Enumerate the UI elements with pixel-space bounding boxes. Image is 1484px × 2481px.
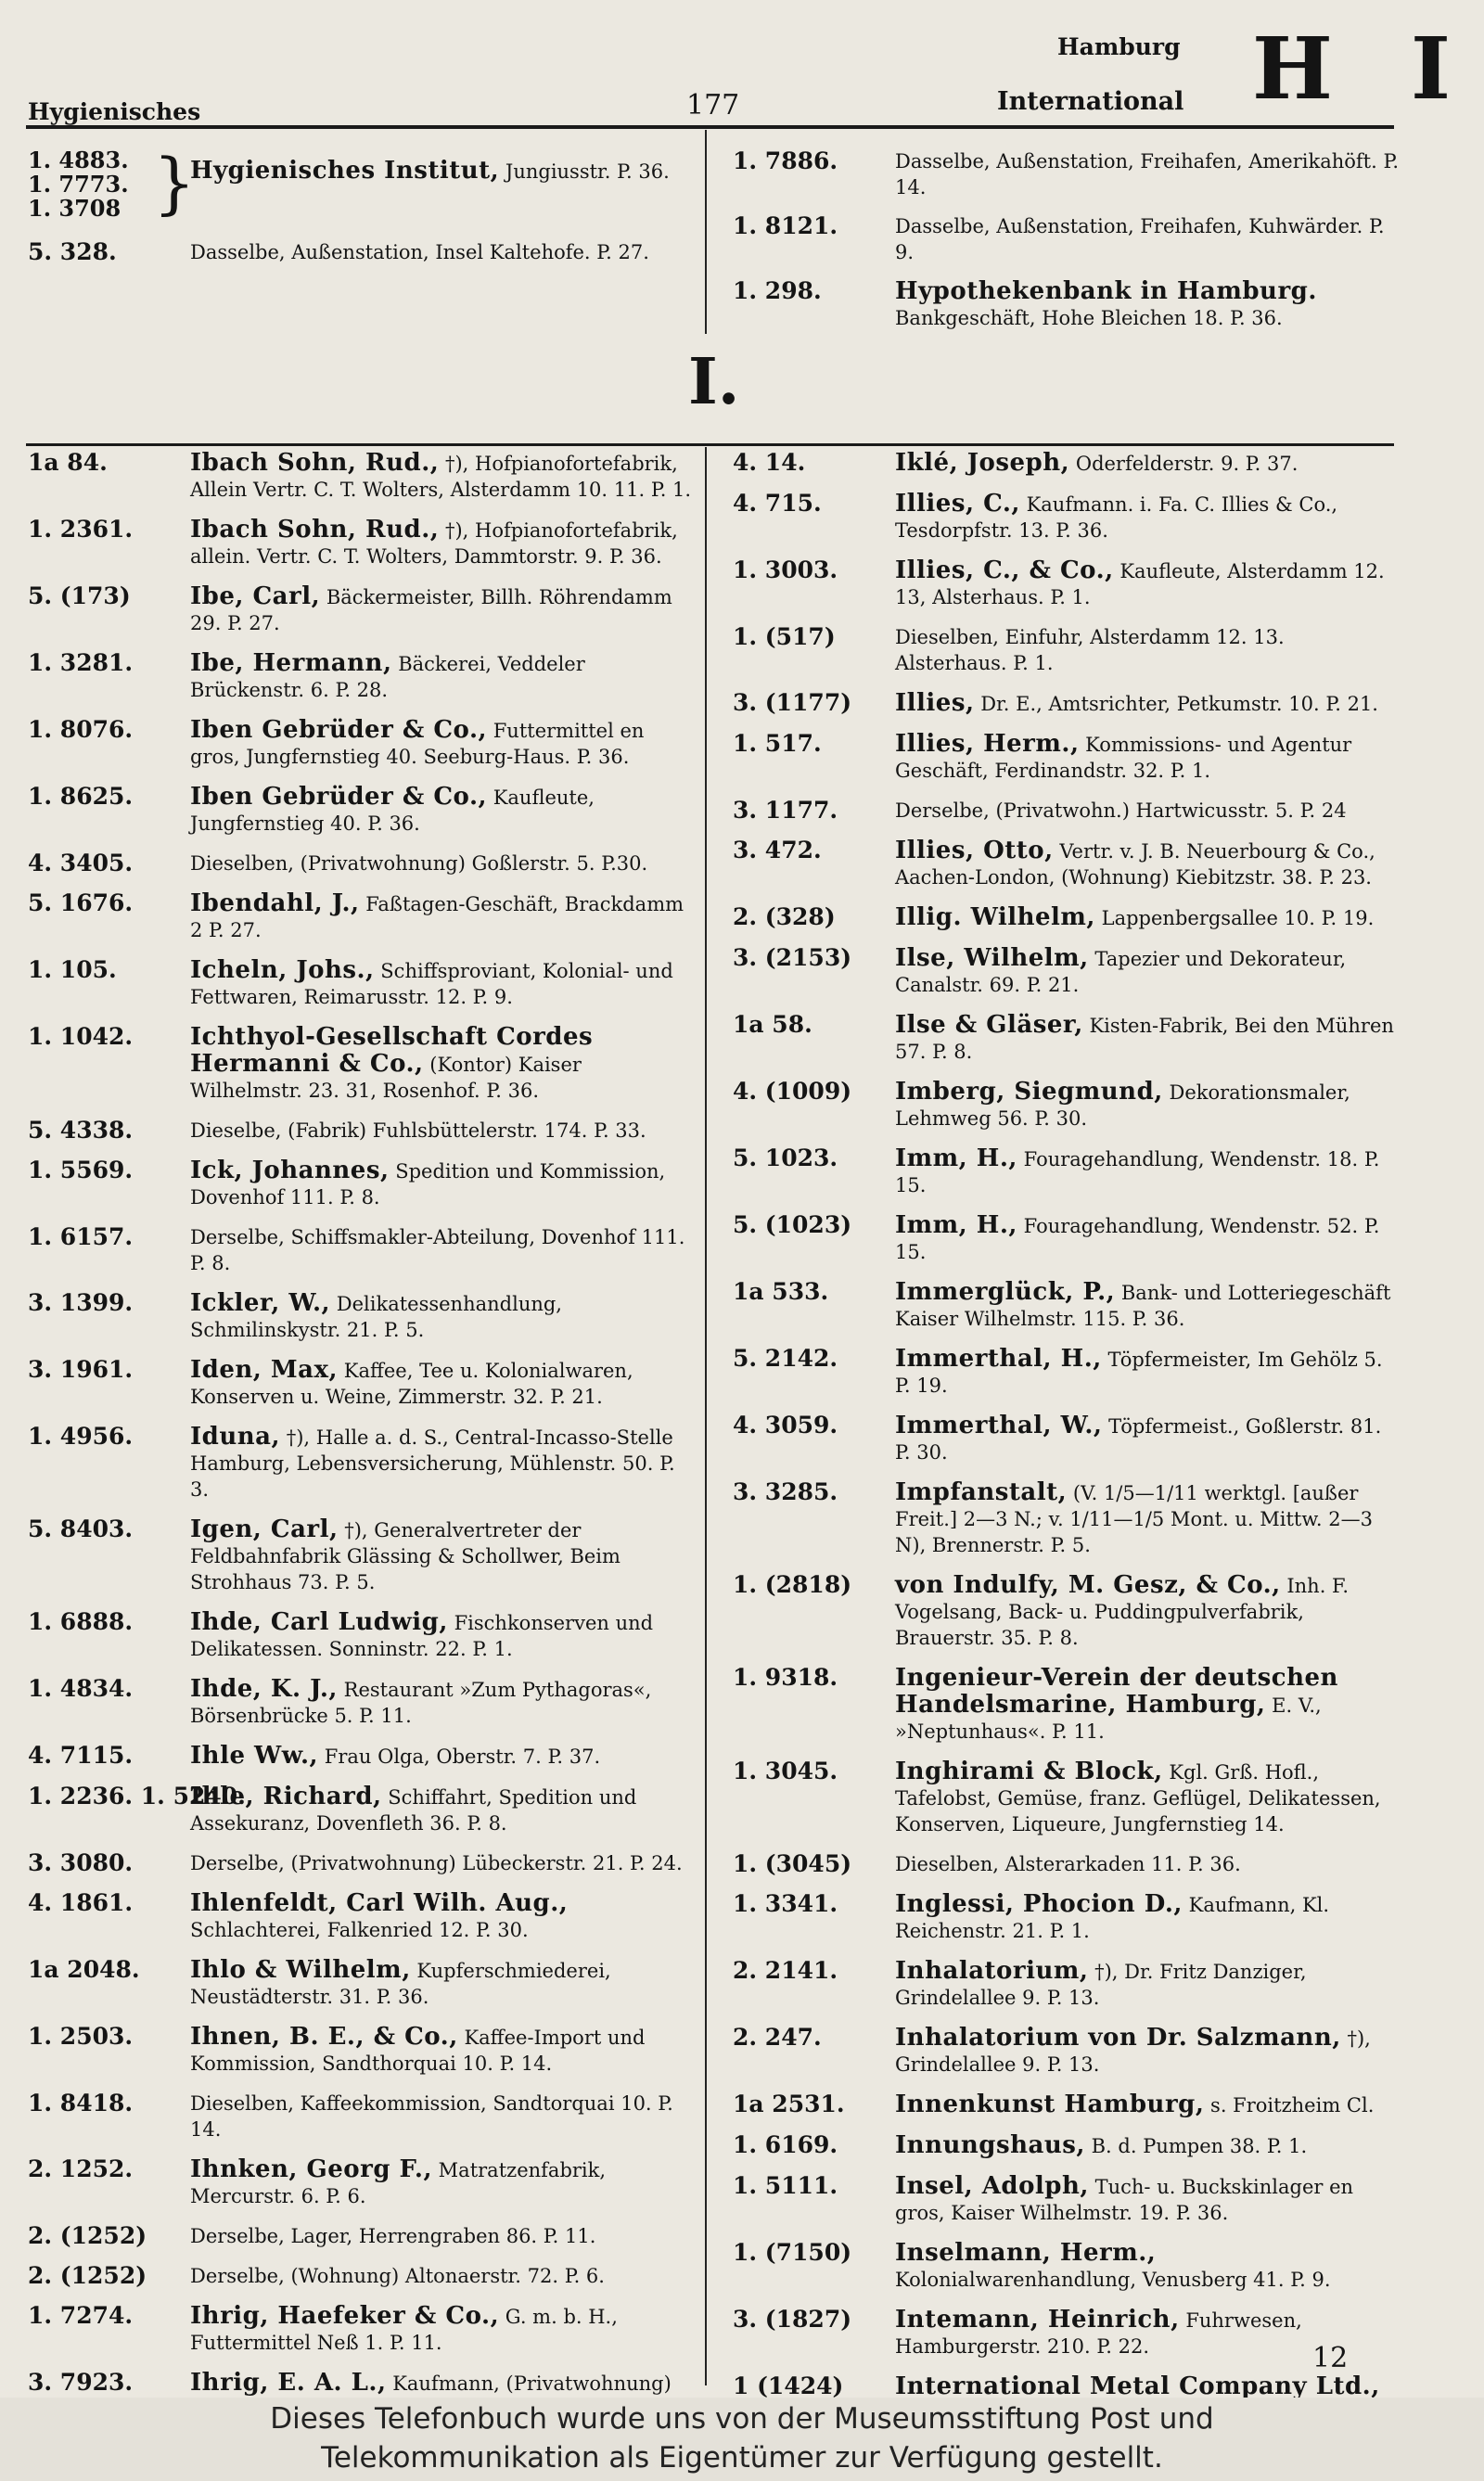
entry-detail: B. d. Pumpen 38. P. 1. — [1084, 2135, 1308, 2157]
entry-name: Ihle Ww., — [190, 1742, 319, 1770]
entry-number: 3. 1399. — [28, 1289, 134, 1316]
entry-detail: Spedition und Kommission, Dovenhof 111. P. 8. — [190, 1160, 666, 1209]
directory-entry — [28, 2370, 696, 2398]
entry-name: Ihrig, E. A. L., — [190, 2369, 387, 2397]
directory-entry — [733, 1279, 1401, 1332]
footer-line-1: Dieses Telefonbuch wurde uns von der Museumsstiftung Post und — [270, 2402, 1214, 2436]
entry-detail: †), Halle a. d. S., Central-Incasso-Stelle Hamburg, Lebensversicherung, Mühlenstr. 50. P. 3. — [190, 1426, 675, 1501]
entry-name: Ihrig, Haefeker & Co., — [190, 2302, 500, 2330]
entry-detail: †), Dr. Fritz Danziger, Grindelallee 9. P. 13. — [895, 1961, 1307, 2009]
entry-name: Ilse & Gläser, — [895, 1011, 1083, 1039]
entry-number: 4. 3059. — [733, 1412, 838, 1439]
directory-entry — [28, 2303, 696, 2356]
entry-name: Intemann, Heinrich, — [895, 2306, 1180, 2334]
header-left-title: Hygienisches — [28, 98, 201, 125]
entry-name: Ilse, Wilhelm, — [895, 944, 1089, 972]
entry-number: 5. 1023. — [733, 1145, 838, 1171]
entry-name: Iden, Max, — [190, 1356, 339, 1384]
directory-entry — [733, 1665, 1401, 1745]
entry-detail: Bäckerei, Veddeler Brückenstr. 6. P. 28. — [190, 653, 585, 701]
directory-entry — [28, 2024, 696, 2077]
entry-number: 5. 1676. — [28, 889, 134, 916]
directory-entry — [733, 1145, 1401, 1198]
directory-entry — [733, 1212, 1401, 1265]
entry-name: Insel, Adolph, — [895, 2172, 1089, 2200]
entry-number: 3. 3285. — [733, 1478, 838, 1505]
entry-name: Ihlo & Wilhelm, — [190, 1956, 411, 1984]
entry-number: 4. 7115. — [28, 1742, 134, 1769]
entry-detail: Dieselben, Kaffeekommission, Sandtorquai 10. P. 14. — [190, 2092, 673, 2141]
entry-name: Illies, — [895, 689, 975, 717]
entry-number: 1. 8121. — [733, 212, 838, 239]
entry-number: 4. 1861. — [28, 1889, 134, 1916]
brace-glyph: } — [153, 144, 196, 222]
directory-entry — [733, 2173, 1401, 2226]
directory-entry — [733, 731, 1401, 784]
directory-entry — [28, 1357, 696, 1410]
entry-detail: E. V., »Neptunhaus«. P. 11. — [895, 1694, 1322, 1743]
entry-number: 1. (2818) — [733, 1571, 852, 1598]
entry-number: 2. 2141. — [733, 1957, 838, 1984]
bottom-page-number: 12 — [1312, 2342, 1349, 2374]
entry-number: 1. 2236. 1. 5240. — [28, 1783, 246, 1810]
entry-number: 3. 472. — [733, 837, 822, 863]
entry-name: Ichthyol-Gesellschaft Cordes Hermanni & Co., — [190, 1023, 594, 1078]
entry-number: 1. (7150) — [733, 2239, 852, 2266]
entry-name: International Metal Company Ltd., — [895, 2372, 1380, 2398]
entry-name: Innungshaus, — [895, 2131, 1085, 2159]
directory-entry — [28, 1024, 696, 1104]
directory-entry — [28, 1290, 696, 1343]
entry-number: 5. 8403. — [28, 1515, 134, 1542]
entry-number: 1. 8625. — [28, 783, 134, 810]
entry-detail: Derselbe, (Privatwohnung) Lübeckerstr. 21. P. 24. — [190, 1852, 683, 1874]
directory-entry — [733, 2091, 1401, 2118]
directory-entry — [733, 1851, 1401, 1877]
entry-number: 1 (1424) — [733, 2372, 844, 2398]
entry-detail: (V. 1/5—1/11 werktgl. [außer Freit.] 2—3 N.; v. 1/11—1/5 Mont. u. Mittw. 2—3 N), Brennerstr. P. 5. — [895, 1482, 1373, 1556]
entry-number: 1. 105. — [28, 956, 117, 983]
directory-entry — [28, 850, 696, 876]
entry-name: Ihnken, Georg F., — [190, 2155, 432, 2183]
directory-entry — [733, 904, 1401, 931]
entry-number: 1. 7773. — [28, 171, 129, 198]
section-letter: I. — [688, 345, 740, 419]
column-divider-main — [705, 447, 707, 2385]
entry-name: Ihde, K. J., — [190, 1675, 338, 1703]
entry-name: Ick, Johannes, — [190, 1157, 390, 1184]
entry-number: 1. 4956. — [28, 1423, 134, 1450]
column-divider-top — [705, 130, 707, 334]
directory-entry — [733, 450, 1401, 477]
entry-name: Imm, H., — [895, 1211, 1017, 1239]
entry-number: 2. (328) — [733, 903, 836, 930]
entry-detail: Derselbe, (Wohnung) Altonaerstr. 72. P. 6. — [190, 2265, 605, 2287]
entry-number: 1. 3045. — [733, 1758, 838, 1784]
entry-number: 1. 5569. — [28, 1157, 134, 1183]
directory-entry — [733, 557, 1401, 610]
entry-name: Ibe, Hermann, — [190, 649, 392, 677]
entry-number: 5. 2142. — [733, 1345, 838, 1372]
entry-number: 1. 7274. — [28, 2302, 134, 2329]
entry-detail: Derselbe, Lager, Herrengraben 86. P. 11. — [190, 2225, 596, 2247]
entry-name: Immerthal, H., — [895, 1345, 1102, 1373]
entry-number: 4. (1009) — [733, 1078, 852, 1105]
directory-entry — [28, 1890, 696, 1943]
directory-entry — [733, 1479, 1401, 1558]
entry-name: von Indulfy, M. Gesz, & Co., — [895, 1571, 1281, 1599]
entry-name: Iben Gebrüder & Co., — [190, 716, 488, 744]
entry-detail: Bankgeschäft, Hohe Bleichen 18. P. 36. — [895, 307, 1283, 329]
directory-entry — [733, 624, 1401, 676]
entry-detail: Dasselbe, Außenstation, Freihafen, Amerikahöft. P. 14. — [895, 150, 1400, 198]
entry-detail: †), Hofpianofortefabrik, Allein Vertr. C. T. Wolters, Alsterdamm 10. 11. P. 1. — [190, 453, 692, 501]
entry-detail: Kolonialwarenhandlung, Venusberg 41. P. 9. — [895, 2269, 1331, 2291]
directory-entry — [733, 2307, 1401, 2360]
directory-entry — [28, 1118, 696, 1144]
entry-detail: Faßtagen-Geschäft, Brackdamm 2 P. 27. — [190, 893, 684, 941]
entry-name: Innenkunst Hamburg, — [895, 2091, 1205, 2118]
entry-detail: †), Generalvertreter der Feldbahnfabrik Glässing & Schollwer, Beim Strohhaus 73. P. 5. — [190, 1519, 620, 1593]
directory-entry — [28, 784, 696, 837]
top-left-column — [28, 144, 696, 278]
entry-detail: s. Froitzheim Cl. — [1204, 2094, 1375, 2117]
directory-entry — [733, 213, 1401, 265]
entry-name: Ickler, W., — [190, 1289, 331, 1317]
header-index-letters: H I — [1252, 19, 1475, 119]
entry-detail: Kommissions- und Agentur Geschäft, Ferdinandstr. 32. P. 1. — [895, 734, 1352, 782]
entry-number: 1. 3003. — [733, 556, 838, 583]
entry-name: Illies, Herm., — [895, 730, 1080, 758]
entry-name: Immerglück, P., — [895, 1278, 1116, 1306]
directory-entry — [28, 1157, 696, 1210]
entry-name: Hypothekenbank in Hamburg. — [895, 277, 1317, 305]
entry-number: 1. 4883. — [28, 147, 129, 173]
entry-number: 1. 2503. — [28, 2023, 134, 2050]
directory-entry — [28, 890, 696, 943]
entry-number: 1. 3281. — [28, 649, 134, 676]
entry-detail: G. m. b. H., Futtermittel Neß 1. P. 11. — [190, 2306, 618, 2354]
entry-number: 1. (3045) — [733, 1850, 852, 1877]
entry-name: Imberg, Siegmund, — [895, 1078, 1163, 1106]
entry-detail: Dieselben, Alsterarkaden 11. P. 36. — [895, 1853, 1241, 1875]
entry-number: 4. 14. — [733, 449, 806, 476]
directory-entry — [733, 1572, 1401, 1651]
entry-number: 1. 6169. — [733, 2131, 838, 2158]
entry-detail: Kaufmann, (Privatwohnung) — [392, 2372, 672, 2395]
directory-entry — [733, 2025, 1401, 2078]
right-column — [733, 450, 1401, 2398]
entry-detail: Töpfermeist., Goßlerstr. 81. P. 30. — [895, 1415, 1382, 1464]
footer-line-2: Telekommunikation als Eigentümer zur Verfügung gestellt. — [321, 2441, 1163, 2475]
header-rule — [26, 125, 1394, 129]
entry-detail: (Kontor) Kaiser Wilhelmstr. 23. 31, Rosenhof. P. 36. — [190, 1054, 582, 1102]
directory-entry — [28, 1224, 696, 1276]
entry-name: Illig. Wilhelm, — [895, 903, 1095, 931]
entry-number: 4. 715. — [733, 490, 822, 517]
entry-name: Inhalatorium von Dr. Salzmann, — [895, 2024, 1341, 2052]
entry-name: Impfanstalt, — [895, 1478, 1068, 1506]
entry-detail: Kisten-Fabrik, Bei den Mühren 57. P. 8. — [895, 1015, 1394, 1063]
directory-entry — [733, 798, 1401, 824]
entry-detail: Fuhrwesen, Hamburgerstr. 210. P. 22. — [895, 2309, 1302, 2358]
entry-detail: Dieselbe, (Fabrik) Fuhlsbüttelerstr. 174. P. 33. — [190, 1119, 646, 1142]
entry-detail: †), Hofpianofortefabrik, allein. Vertr. C. T. Wolters, Dammtorstr. 9. P. 36. — [190, 519, 678, 568]
entry-name: Inselmann, Herm., — [895, 2239, 1157, 2267]
entry-number: 1. 8418. — [28, 2090, 134, 2117]
entry-name: Illies, C., & Co., — [895, 556, 1114, 584]
entry-number: 1. 5111. — [733, 2172, 838, 2199]
entry-name: Iduna, — [190, 1423, 281, 1451]
bracket-entry — [28, 144, 696, 228]
directory-entry — [28, 2223, 696, 2249]
entry-detail: Oderfelderstr. 9. P. 37. — [1069, 453, 1298, 475]
directory-entry — [28, 717, 696, 770]
entry-detail: Tuch- u. Buckskinlager en gros, Kaiser Wilhelmstr. 19. P. 36. — [895, 2176, 1354, 2224]
entry-number: 5. 4338. — [28, 1117, 134, 1144]
directory-entry — [733, 1346, 1401, 1399]
entry-detail: Kaufleute, Jungfernstieg 40. P. 36. — [190, 787, 595, 835]
entry-number: 1. 1042. — [28, 1023, 134, 1050]
directory-entry — [28, 1957, 696, 2010]
entry-number: 3. 1177. — [733, 797, 838, 824]
entry-detail: Dekorationsmaler, Lehmweg 56. P. 30. — [895, 1081, 1350, 1130]
entry-detail: Vertr. v. J. B. Neuerbourg & Co., Aachen-London, (Wohnung) Kiebitzstr. 38. P. 23. — [895, 840, 1375, 889]
entry-detail: Derselbe, Schiffsmakler-Abteilung, Dovenhof 111. P. 8. — [190, 1226, 685, 1274]
entry-detail: Kaffee-Import und Kommission, Sandthorquai 10. P. 14. — [190, 2027, 646, 2075]
top-right-column — [733, 148, 1401, 344]
entry-number: 1. 2361. — [28, 516, 134, 543]
directory-entry — [733, 838, 1401, 890]
entry-number: 5. (173) — [28, 582, 131, 609]
directory-entry — [733, 2240, 1401, 2293]
entry-name: Icheln, Johs., — [190, 956, 375, 984]
entry-name: Igen, Carl, — [190, 1515, 339, 1543]
entry-number: 1a 84. — [28, 449, 108, 476]
entry-detail: Dr. E., Amtsrichter, Petkumstr. 10. P. 21. — [974, 693, 1378, 715]
entry-name: Imm, H., — [895, 1145, 1017, 1172]
entry-detail: Bäckermeister, Billh. Röhrendamm 29. P. 27. — [190, 586, 672, 634]
directory-entry — [28, 450, 696, 503]
entry-detail: Fouragehandlung, Wendenstr. 52. P. 15. — [895, 1215, 1380, 1263]
entry-number: 2. (1252) — [28, 2262, 147, 2289]
entry-number: 3. (1827) — [733, 2306, 852, 2333]
entry-detail: Schlachterei, Falkenried 12. P. 30. — [190, 1919, 529, 1941]
directory-entry — [28, 2156, 696, 2209]
entry-number: 5. 328. — [28, 238, 117, 265]
directory-entry — [733, 1012, 1401, 1065]
entry-name: Immerthal, W., — [895, 1412, 1103, 1439]
entry-number: 1. 517. — [733, 730, 822, 757]
entry-detail: Schiffsproviant, Kolonial- und Fettwaren, Reimarusstr. 12. P. 9. — [190, 960, 673, 1008]
entry-number: 2. (1252) — [28, 2222, 147, 2249]
entry-detail: Fouragehandlung, Wendenstr. 18. P. 15. — [895, 1148, 1380, 1196]
entry-number: 1. 3341. — [733, 1890, 838, 1917]
directory-entry — [733, 1958, 1401, 2011]
entry-detail: Tapezier und Dekorateur, Canalstr. 69. P. 21. — [895, 948, 1347, 996]
entry-detail: Kaufmann. i. Fa. C. Illies & Co., Tesdorpfstr. 13. P. 36. — [895, 493, 1338, 542]
entry-name: Illies, C., — [895, 490, 1020, 518]
entry-number: 1a 58. — [733, 1011, 812, 1038]
entry-detail: Schiffahrt, Spedition und Assekuranz, Dovenfleth 36. P. 8. — [190, 1786, 637, 1835]
entry-detail: Futtermittel en gros, Jungfernstieg 40. Seeburg-Haus. P. 36. — [190, 720, 645, 768]
entry-number: 3. (2153) — [733, 944, 852, 971]
directory-entry — [733, 1758, 1401, 1837]
entry-number: 1. 3708 — [28, 195, 122, 222]
directory-entry — [733, 491, 1401, 544]
entry-number: 1. 8076. — [28, 716, 134, 743]
entry-detail: Dasselbe, Außenstation, Insel Kaltehofe. P. 27. — [190, 241, 649, 263]
directory-entry — [28, 1850, 696, 1876]
entry-numbers — [28, 148, 129, 221]
entry-text — [190, 158, 670, 185]
directory-entry — [733, 1891, 1401, 1944]
entry-detail: Kupferschmiederei, Neustädterstr. 31. P. 36. — [190, 1960, 611, 2008]
entry-detail: Inh. F. Vogelsang, Back- u. Puddingpulverfabrik, Brauerstr. 35. P. 8. — [895, 1575, 1350, 1649]
entry-detail: Kaufleute, Alsterdamm 12. 13, Alsterhaus. P. 1. — [895, 560, 1385, 608]
entry-detail: Töpfermeister, Im Gehölz 5. P. 19. — [895, 1349, 1383, 1397]
entry-number: 1. 7886. — [733, 147, 838, 174]
directory-entry — [28, 583, 696, 636]
directory-entry — [733, 2373, 1401, 2398]
entry-number: 1a 533. — [733, 1278, 829, 1305]
directory-entry — [28, 517, 696, 569]
entry-name: Ihnen, B. E., & Co., — [190, 2023, 458, 2051]
entry-number: 1a 2048. — [28, 1956, 140, 1983]
footer-notice — [0, 2398, 1484, 2481]
entry-detail: Dieselben, Einfuhr, Alsterdamm 12. 13. Alsterhaus. P. 1. — [895, 626, 1285, 674]
entry-number: 4. 3405. — [28, 850, 134, 876]
entry-number: 1. 6157. — [28, 1223, 134, 1250]
header-section-title: International — [997, 87, 1184, 116]
entry-detail: Lappenbergsallee 10. P. 19. — [1094, 907, 1375, 929]
header-city: Hamburg — [1057, 33, 1181, 60]
directory-entry — [28, 1676, 696, 1729]
entry-number: 3. 7923. — [28, 2369, 134, 2396]
entry-name: Inhalatorium, — [895, 1957, 1089, 1985]
directory-entry — [28, 1516, 696, 1595]
entry-detail: Dasselbe, Außenstation, Freihafen, Kuhwärder. P. 9. — [895, 215, 1385, 263]
directory-entry — [28, 2263, 696, 2289]
directory-entry — [28, 1609, 696, 1662]
entry-name: Ibe, Carl, — [190, 582, 321, 610]
directory-entry — [28, 239, 696, 265]
directory-entry — [733, 278, 1401, 331]
entry-detail: †), Grindelallee 9. P. 13. — [895, 2027, 1371, 2076]
entry-name: Inghirami & Block, — [895, 1758, 1163, 1785]
section-rule — [26, 443, 1394, 446]
entry-number: 2. 1252. — [28, 2155, 134, 2182]
entry-detail: Derselbe, (Privatwohn.) Hartwicusstr. 5. P. 24 — [895, 799, 1347, 822]
entry-detail: Jungiusstr. P. 36. — [499, 160, 670, 183]
directory-entry — [28, 1424, 696, 1503]
directory-entry — [28, 650, 696, 703]
entry-number: 1. 298. — [733, 277, 822, 304]
entry-number: 2. 247. — [733, 2024, 822, 2051]
entry-detail: Bank- und Lotteriegeschäft Kaiser Wilhelmstr. 115. P. 36. — [895, 1282, 1391, 1330]
entry-detail: Matratzenfabrik, Mercurstr. 6. P. 6. — [190, 2159, 607, 2207]
header-page-number: 177 — [686, 89, 740, 121]
entry-name: Iben Gebrüder & Co., — [190, 783, 488, 811]
directory-entry — [733, 690, 1401, 717]
directory-entry — [733, 148, 1401, 200]
entry-number: 1a 2531. — [733, 2091, 845, 2117]
entry-name: Ibach Sohn, Rud., — [190, 449, 440, 477]
directory-entry — [28, 1743, 696, 1770]
entry-name: Iklé, Joseph, — [895, 449, 1070, 477]
entry-name: Ibendahl, J., — [190, 889, 360, 917]
entry-detail: Kaufmann, Kl. Reichenstr. 21. P. 1. — [895, 1894, 1330, 1942]
directory-entry — [28, 2091, 696, 2142]
entry-number: 5. (1023) — [733, 1211, 852, 1238]
entry-name: Ibach Sohn, Rud., — [190, 516, 440, 544]
entry-detail: Fischkonserven und Delikatessen. Sonninstr. 22. P. 1. — [190, 1612, 654, 1660]
entry-name: Ihle, Richard, — [190, 1783, 382, 1810]
entry-detail: Frau Olga, Oberstr. 7. P. 37. — [318, 1746, 601, 1768]
entry-number: 1. 4834. — [28, 1675, 134, 1702]
entry-number: 1. 6888. — [28, 1608, 134, 1635]
entry-name: Ihde, Carl Ludwig, — [190, 1608, 448, 1636]
directory-entry — [733, 1413, 1401, 1465]
entry-detail: Delikatessenhandlung, Schmilinskystr. 21. P. 5. — [190, 1293, 562, 1341]
entry-name: Ingenieur-Verein der deutschen Handelsmarine, Hamburg, — [895, 1664, 1338, 1719]
entry-name: Hygienisches Institut, — [190, 157, 500, 185]
entry-detail: Kgl. Grß. Hofl., Tafelobst, Gemüse, franz. Geflügel, Delikatessen, Konserven, Liqueure, Jungfernstieg 14. — [895, 1761, 1381, 1835]
entry-number: 3. 3080. — [28, 1849, 134, 1876]
entry-detail: Kaffee, Tee u. Kolonialwaren, Konserven u. Weine, Zimmerstr. 32. P. 21. — [190, 1360, 633, 1408]
entry-name: Illies, Otto, — [895, 837, 1054, 864]
directory-entry — [28, 1784, 696, 1836]
left-column — [28, 450, 696, 2398]
directory-entry — [28, 957, 696, 1010]
entry-number: 3. 1961. — [28, 1356, 134, 1383]
entry-name: Inglessi, Phocion D., — [895, 1890, 1183, 1918]
entry-number: 3. (1177) — [733, 689, 852, 716]
entry-name: Ihlenfeldt, Carl Wilh. Aug., — [190, 1889, 569, 1917]
entry-detail: Dieselben, (Privatwohnung) Goßlerstr. 5. P.30. — [190, 852, 648, 875]
directory-entry — [733, 1079, 1401, 1132]
directory-entry — [733, 945, 1401, 998]
directory-entry — [733, 2132, 1401, 2159]
entry-detail: Restaurant »Zum Pythagoras«, Börsenbrücke 5. P. 11. — [190, 1679, 652, 1727]
entry-number: 1. (517) — [733, 623, 836, 650]
entry-number: 1. 9318. — [733, 1664, 838, 1691]
